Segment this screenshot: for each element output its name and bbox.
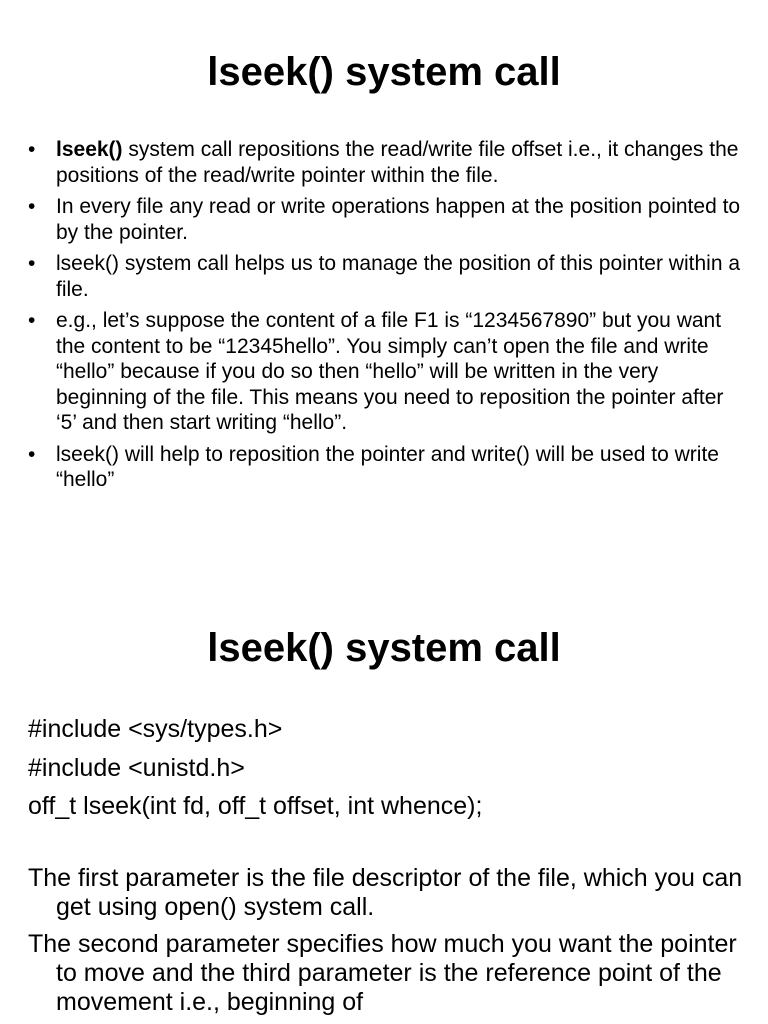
bullet-text: system call repositions the read/write file offset i.e., it changes the positions of the read/write pointer within the file. (56, 138, 739, 187)
bullet-bold-term: lseek() (56, 138, 123, 161)
explanation (28, 864, 748, 1024)
bullet-item (26, 137, 742, 188)
bullet-dot-icon: • (28, 252, 36, 275)
bullet-text: lseek() will help to reposition the pointer and write() will be used to write “hello” (56, 442, 719, 491)
bullet-item (26, 308, 742, 436)
slide-2-title: lseek() system call (207, 626, 561, 670)
code-line: #include <sys/types.h> (28, 715, 283, 743)
code-line: #include <unistd.h> (28, 753, 245, 782)
bullet-item (26, 194, 742, 245)
bullet-dot-icon: • (28, 309, 36, 332)
code-signature (28, 710, 748, 826)
bullet-list (26, 137, 742, 499)
bullet-dot-icon: • (28, 138, 36, 161)
paragraph: The second parameter specifies how much you want the pointer to move and the third parameter is the reference point of the movement i.e., beginning of (28, 930, 737, 1016)
slide-2 (0, 576, 768, 1024)
code-line: off_t lseek(int fd, off_t offset, int whence); (28, 792, 483, 820)
bullet-dot-icon: • (28, 442, 36, 466)
bullet-text: In every file any read or write operations happen at the position pointed to by the pointer. (56, 195, 741, 244)
bullet-text: e.g., let’s suppose the content of a file F1 is “1234567890” but you want the content to be “12345hello”. You simply can’t open the file and write “hello” because if you do so then “hello” will be written in the very beginning of the file. This means you need to reposition the pointer after ‘5’ and then start writing “hello”. (56, 309, 724, 434)
bullet-item (26, 251, 742, 302)
paragraph: The first parameter is the file descriptor of the file, which you can get using open() system call. (28, 864, 743, 921)
bullet-dot-icon: • (28, 195, 36, 218)
slide-1-title: lseek() system call (207, 50, 561, 94)
bullet-item (26, 442, 742, 493)
bullet-text: lseek() system call helps us to manage the position of this pointer within a file. (56, 252, 741, 301)
